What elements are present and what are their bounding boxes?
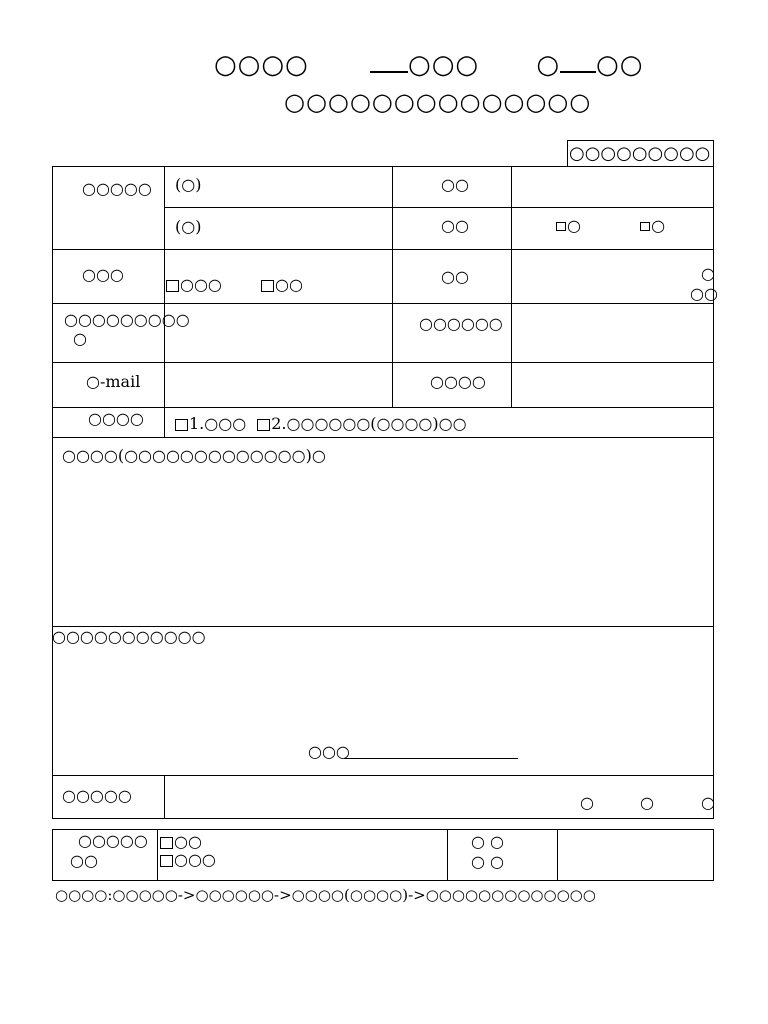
flow-footnote: ○○○○:○○○○○->○○○○○○->○○○○(○○○○)->○○○○○○○○○○○○○ bbox=[55, 886, 596, 904]
name-label: ○○○○○ bbox=[82, 179, 152, 198]
field-c-unit-1: ○ bbox=[701, 264, 715, 283]
result-vline-3 bbox=[557, 829, 558, 881]
vline-col1 bbox=[164, 166, 165, 437]
result-option-2 bbox=[160, 850, 216, 869]
type-opt1-label: ○○○ bbox=[180, 275, 222, 294]
email-label: ○-mail bbox=[86, 372, 141, 391]
hline-8 bbox=[52, 775, 714, 776]
title-part-4: ○○ bbox=[596, 50, 644, 80]
result-label-line-2: ○○ bbox=[70, 851, 98, 870]
method-options bbox=[175, 414, 467, 433]
type-label: ○○○ bbox=[82, 265, 124, 284]
result-col3-line-2: ○ ○ bbox=[471, 852, 505, 871]
type-opt2-checkbox[interactable] bbox=[261, 280, 274, 292]
method-opt1-checkbox[interactable] bbox=[175, 419, 188, 431]
result-opt1-label: ○○ bbox=[174, 832, 202, 851]
method-opt1-label: 1.○○○ bbox=[189, 414, 247, 433]
date-month: ○ bbox=[640, 793, 654, 812]
result-option-1 bbox=[160, 832, 202, 851]
dept-label-line-1: ○○○○○○○○○ bbox=[64, 310, 190, 329]
name-line-1-prefix: (○) bbox=[175, 175, 202, 194]
method-opt2-checkbox[interactable] bbox=[257, 419, 270, 431]
result-table bbox=[52, 829, 714, 881]
date-year: ○ bbox=[580, 793, 594, 812]
signature-label: ○○○ bbox=[308, 742, 350, 761]
field-b-label: ○○ bbox=[441, 216, 469, 235]
hline-5 bbox=[52, 407, 714, 408]
hline-4 bbox=[52, 362, 714, 363]
result-opt2-checkbox[interactable] bbox=[160, 855, 173, 867]
gender-female-label: ○ bbox=[651, 216, 666, 235]
gender-options bbox=[556, 216, 665, 235]
field-c-label: ○○ bbox=[441, 267, 469, 286]
result-opt2-label: ○○○ bbox=[174, 850, 216, 869]
method-label: ○○○○ bbox=[88, 409, 144, 428]
signature-blank[interactable] bbox=[344, 758, 518, 759]
date-day: ○ bbox=[701, 793, 715, 812]
title-blank-1 bbox=[370, 71, 408, 73]
form-subtitle: ○○○○○○○○○○○○○○ bbox=[284, 88, 592, 116]
gender-male-label: ○ bbox=[567, 216, 581, 235]
title-blank-2 bbox=[560, 71, 596, 73]
gender-female-checkbox[interactable] bbox=[640, 222, 650, 231]
main-form-table bbox=[52, 166, 714, 819]
receipt-number-label: ○○○○○○○○○ bbox=[569, 143, 711, 164]
field-c-unit-2: ○○ bbox=[690, 284, 718, 303]
hline-3 bbox=[52, 303, 714, 304]
form-title bbox=[214, 50, 643, 80]
signature-line bbox=[308, 742, 350, 761]
dept-label-line-2: ○ bbox=[73, 329, 87, 348]
contact-label: ○○○○○○ bbox=[419, 314, 503, 333]
type-opt1-checkbox[interactable] bbox=[166, 280, 179, 292]
result-col3-line-1: ○ ○ bbox=[471, 832, 505, 851]
receipt-number-box bbox=[567, 140, 714, 167]
title-part-1: ○○○○ bbox=[214, 50, 309, 80]
type-opt2-label: ○○ bbox=[274, 275, 303, 294]
hline-1 bbox=[164, 207, 714, 208]
content-label: ○○○○(○○○○○○○○○○○○○)○ bbox=[62, 446, 326, 465]
title-part-3: ○ bbox=[536, 50, 561, 80]
field-a-label: ○○ bbox=[441, 175, 469, 194]
method-opt2-label: 2.○○○○○○(○○○○)○○ bbox=[271, 414, 467, 433]
vline-col1-bottom bbox=[164, 775, 165, 819]
gender-male-checkbox[interactable] bbox=[556, 222, 566, 231]
result-vline-1 bbox=[157, 829, 158, 881]
phone-label: ○○○○ bbox=[430, 372, 486, 391]
result-opt1-checkbox[interactable] bbox=[160, 837, 173, 849]
date-label: ○○○○○ bbox=[62, 786, 132, 805]
result-vline-2 bbox=[447, 829, 448, 881]
hline-2 bbox=[52, 249, 714, 250]
vline-col3 bbox=[511, 166, 512, 407]
hline-6 bbox=[52, 437, 714, 438]
result-label-line-1: ○○○○○ bbox=[78, 831, 148, 850]
type-options bbox=[166, 275, 303, 294]
opinion-label: ○○○○○○○○○○○ bbox=[52, 627, 206, 646]
title-part-2: ○○○ bbox=[408, 50, 480, 80]
name-line-2-prefix: (○) bbox=[175, 217, 202, 236]
vline-col2 bbox=[392, 166, 393, 407]
